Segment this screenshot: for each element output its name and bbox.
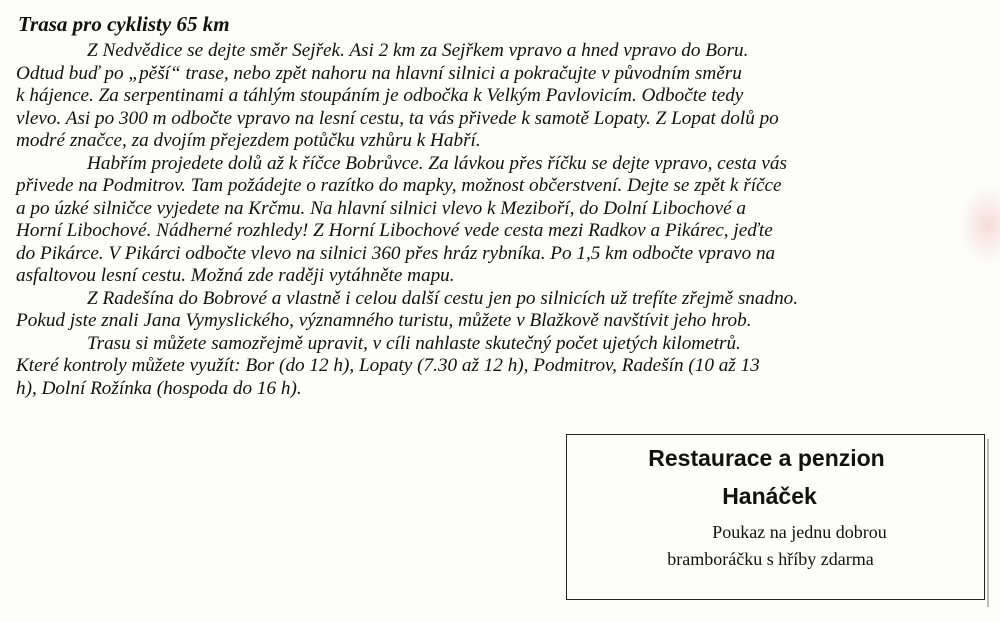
text-line: Trasu si můžete samozřejmě upravit, v cíli nahlaste skutečný počet ujetých kilometrů. bbox=[87, 332, 741, 354]
text-line: do Pikárce. V Pikárci odbočte vlevo na silnici 360 přes hráz rybníka. Po 1,5 km odbočte vpravo na bbox=[16, 242, 776, 264]
text-line: k hájence. Za serpentinami a táhlým stoupáním je odbočka k Velkým Pavlovicím. Odbočte tedy bbox=[16, 85, 744, 106]
text-line: Horní Libochové. Nádherné rozhledy! Z Horní Libochové vede cesta mezi Radkov a Pikárec, jeďte bbox=[16, 220, 773, 241]
text-line: a po úzké silničce vyjedete na Krčmu. Na hlavní silnici vlevo k Meziboří, do Dolní Libochové a bbox=[16, 197, 747, 219]
coupon-box bbox=[566, 434, 985, 600]
route-title: Trasa pro cyklisty 65 km bbox=[18, 12, 230, 36]
text-line: Pokud jste znali Jana Vymyslického, významného turistu, můžete v Blažkově navštívit jeho hrob. bbox=[16, 310, 752, 331]
coupon-business-name: Restaurace a penzion bbox=[648, 445, 885, 471]
text-line: Habřím projedete dolů až k říčce Bobrůvce. Za lávkou přes říčku se dejte vpravo, cesta vás bbox=[87, 152, 787, 174]
coupon-business-name-2: Hanáček bbox=[722, 483, 817, 509]
coupon-offer-text: Poukaz na jednu dobrou bbox=[712, 522, 887, 542]
text-line: přivede na Podmitrov. Tam požádejte o razítko do mapky, možnost občerstvení. Dejte se zpět k říčce bbox=[16, 175, 782, 196]
text-line: vlevo. Asi po 300 m odbočte vpravo na lesní cestu, ta vás přivede k samotě Lopaty. Z Lopat dolů po bbox=[16, 107, 779, 129]
text-line: Které kontroly můžete využít: Bor (do 12 h), Lopaty (7.30 až 12 h), Podmitrov, Radešín (10 až 13 bbox=[16, 355, 760, 376]
text-line: modré značce, za dvojím přejezdem potůčku vzhůru k Habří. bbox=[16, 130, 481, 151]
text-line: Z Radešína do Bobrové a vlastně i celou další cestu jen po silnicích už trefíte zřejmě snadno. bbox=[87, 287, 799, 309]
coupon-offer-text-2: bramboráčku s hříby zdarma bbox=[667, 549, 874, 569]
text-line: Z Nedvědice se dejte směr Sejřek. Asi 2 km za Sejřkem vpravo a hned vpravo do Boru. bbox=[87, 40, 749, 61]
text-line: h), Dolní Rožínka (hospoda do 16 h). bbox=[16, 377, 302, 399]
scan-smudge bbox=[960, 185, 1000, 265]
route-description bbox=[16, 40, 916, 400]
text-line: asfaltovou lesní cestu. Možná zde raději vytáhněte mapu. bbox=[16, 265, 455, 286]
text-line: Odtud buď po „pěší“ trase, nebo zpět nahoru na hlavní silnici a pokračujte v původním směru bbox=[16, 62, 742, 84]
